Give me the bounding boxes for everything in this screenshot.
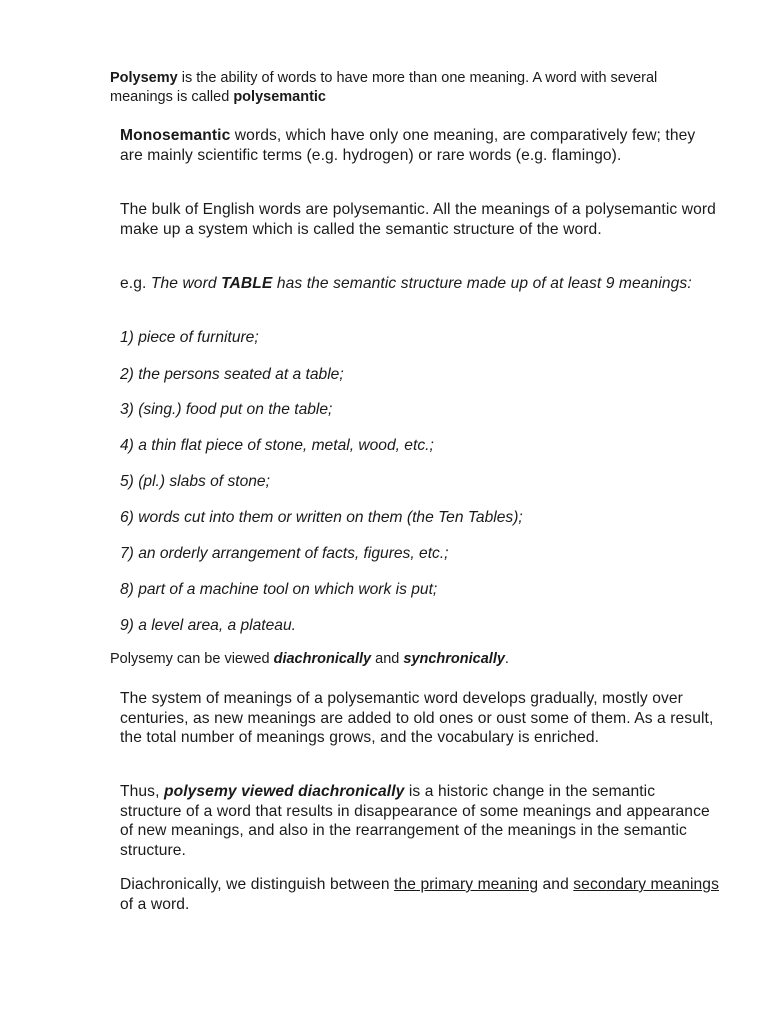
example-paragraph bbox=[120, 274, 720, 294]
primary-meaning-link: the primary meaning bbox=[394, 876, 539, 893]
term-monosemantic: Monosemantic bbox=[120, 127, 231, 144]
thus-text-2: is a historic change in the semantic structure of a word that results in disappearance of some meanings and appearance of new meanings, and also in the rearrangement of the meanings in the semantic structure. bbox=[120, 783, 710, 859]
bulk-paragraph: The bulk of English words are polysemantic. All the meanings of a polysemantic word make up a system which is called the semantic structure of the word. bbox=[120, 201, 716, 238]
viewed-text: Polysemy can be viewed bbox=[110, 651, 274, 667]
viewed-and: and bbox=[371, 651, 404, 667]
example-text-2: has the semantic structure made up of at least 9 meanings: bbox=[272, 275, 692, 292]
example-prefix: e.g. bbox=[120, 275, 151, 292]
distinguish-paragraph bbox=[120, 875, 720, 914]
term-polysemantic: polysemantic bbox=[233, 89, 326, 105]
system-paragraph: The system of meanings of a polysemantic word develops gradually, mostly over centuries, as new meanings are added to old ones or oust some of them. As a result, the total number of meanings grows, and the vocabulary is enriched. bbox=[120, 690, 714, 746]
meaning-item: 9) a level area, a plateau. bbox=[120, 617, 296, 634]
viewed-paragraph bbox=[110, 650, 509, 669]
meaning-item: 3) (sing.) food put on the table; bbox=[120, 401, 333, 418]
viewed-period: . bbox=[504, 651, 509, 667]
monosemantic-text: words, which have only one meaning, are comparatively few; they are mainly scientific terms (e.g. hydrogen) or rare words (e.g. flamingo). bbox=[120, 127, 696, 164]
meaning-item: 7) an orderly arrangement of facts, figures, etc.; bbox=[120, 545, 449, 562]
intro-paragraph bbox=[110, 69, 690, 107]
term-synchronically: synchronically bbox=[403, 651, 505, 667]
meaning-item: 5) (pl.) slabs of stone; bbox=[120, 473, 270, 490]
distinguish-and: and bbox=[538, 876, 574, 893]
term-polysemy: Polysemy bbox=[110, 70, 178, 86]
thus-text: Thus, bbox=[120, 783, 164, 800]
meaning-item: 2) the persons seated at a table; bbox=[120, 366, 344, 383]
distinguish-text: Diachronically, we distinguish between bbox=[120, 876, 395, 893]
example-word: TABLE bbox=[221, 275, 273, 292]
meaning-item: 8) part of a machine tool on which work is put; bbox=[120, 581, 438, 598]
distinguish-end: of a word. bbox=[120, 895, 190, 913]
example-text: The word bbox=[150, 275, 222, 292]
meaning-item: 4) a thin flat piece of stone, metal, wood, etc.; bbox=[120, 437, 434, 454]
secondary-meanings-link: secondary meanings bbox=[573, 876, 719, 893]
intro-text: is the ability of words to have more than one meaning. A word with several meanings is called bbox=[110, 70, 658, 105]
term-polysemy-diachronically: polysemy viewed diachronically bbox=[163, 783, 405, 800]
term-diachronically: diachronically bbox=[273, 651, 372, 667]
monosemantic-paragraph bbox=[120, 126, 720, 165]
meaning-item: 6) words cut into them or written on them (the Ten Tables); bbox=[120, 509, 523, 526]
thus-paragraph bbox=[120, 782, 720, 860]
meaning-item: 1) piece of furniture; bbox=[120, 329, 259, 346]
